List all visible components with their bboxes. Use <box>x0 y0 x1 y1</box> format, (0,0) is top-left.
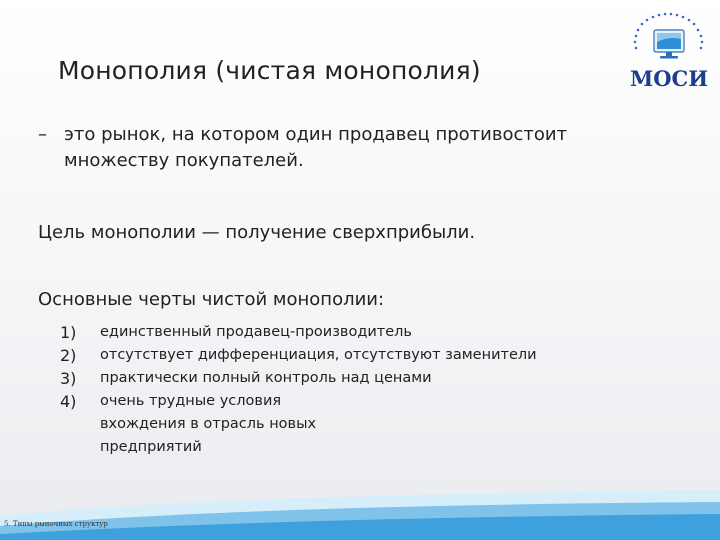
footer-wave <box>0 488 720 540</box>
monitor-globe-logo-icon <box>634 13 704 59</box>
mosi-logo <box>624 8 714 94</box>
slide-title: Монополия (чистая монополия) <box>58 56 481 85</box>
goal-text: Цель монополии — получение сверхприбыли. <box>38 222 476 243</box>
list-item-text: очень трудные условия вхождения в отрасль новых предприятий <box>100 393 317 455</box>
definition-dash: – <box>38 124 47 145</box>
list-item-text: отсутствует дифференциация, отсутствуют заменители <box>100 347 537 363</box>
list-item-text: практически полный контроль над ценами <box>100 370 432 386</box>
footer-label: 5. Типы рыночных структур <box>4 520 108 528</box>
logo-text: МОСИ <box>629 66 709 91</box>
list-item <box>60 390 620 459</box>
list-item-number: 4) <box>60 392 77 411</box>
list-item-text: единственный продавец-производитель <box>100 324 412 340</box>
list-item-number: 1) <box>60 323 77 342</box>
list-item <box>60 321 620 344</box>
definition-text: это рынок, на котором один продавец противостоит множеству покупателей. <box>64 124 568 171</box>
features-list <box>60 321 620 459</box>
list-item <box>60 344 620 367</box>
list-item-number: 2) <box>60 346 77 365</box>
features-heading: Основные черты чистой монополии: <box>38 289 385 310</box>
list-item-number: 3) <box>60 369 77 388</box>
list-item <box>60 367 620 390</box>
